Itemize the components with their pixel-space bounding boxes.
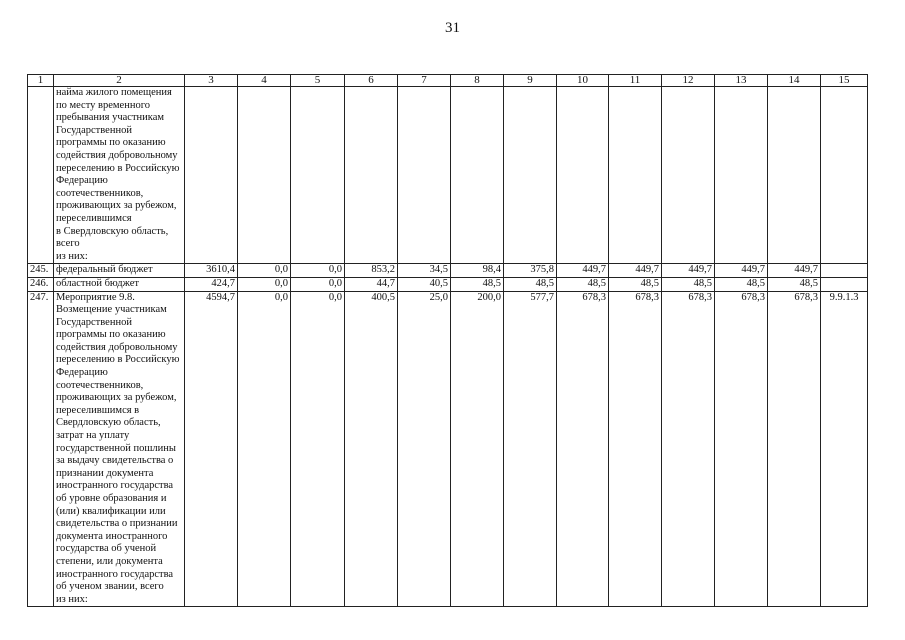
description-line: Свердловскую область, [56,417,161,429]
column-header: 5 [291,75,345,87]
value-cell: 375,8 [504,264,557,278]
column-header: 15 [821,75,868,87]
empty-cell [504,87,557,264]
value-cell: 678,3 [609,291,662,607]
column-header: 14 [768,75,821,87]
description-line: пребывания участникам [56,112,165,124]
empty-cell [238,87,291,264]
description-line: Возмещение участникам [56,304,167,316]
value-cell: 48,5 [451,277,504,291]
description-line: по месту временного [56,99,151,111]
value-cell: 48,5 [768,277,821,291]
description-line: (или) квалификации или [56,505,166,517]
value-cell: 40,5 [398,277,451,291]
empty-cell [398,87,451,264]
row-description [54,291,185,607]
value-cell: 4594,7 [185,291,238,607]
empty-cell [768,87,821,264]
value-cell: 48,5 [557,277,609,291]
value-cell: 0,0 [291,291,345,607]
column-header: 4 [238,75,291,87]
description-line: Федерацию [56,175,108,187]
description-line: переселению в Российскую [56,162,180,174]
empty-cell [451,87,504,264]
description-line: содействия добровольному [56,149,178,161]
value-cell: 449,7 [662,264,715,278]
budget-table [27,74,868,607]
page-number: 31 [445,20,460,36]
table-row-continuation [28,87,868,264]
description-line: проживающих за рубежом, [56,392,177,404]
row-number: 246. [28,277,54,291]
empty-cell [185,87,238,264]
description-line: содействия добровольному [56,341,178,353]
value-cell: 98,4 [451,264,504,278]
description-line: Мероприятие 9.8. [56,291,135,303]
value-cell: 44,7 [345,277,398,291]
description-line: Государственной [56,124,132,136]
empty-cell [291,87,345,264]
description-line: степени, или документа [56,555,163,567]
description-line: за выдачу свидетельства о [56,455,174,467]
empty-cell [821,87,868,264]
empty-cell [662,87,715,264]
description-line: документа иностранного [56,530,168,542]
description-line: проживающих за рубежом, [56,200,177,212]
row-description: областной бюджет [54,277,185,291]
value-cell: 449,7 [557,264,609,278]
value-cell: 853,2 [345,264,398,278]
description-line: переселению в Российскую [56,354,180,366]
table-row-246 [28,277,868,291]
code-cell: 9.9.1.3 [821,291,868,607]
column-header: 13 [715,75,768,87]
column-header: 12 [662,75,715,87]
description-line: об ученом звании, всего [56,581,164,593]
value-cell: 48,5 [715,277,768,291]
code-cell [821,277,868,291]
value-cell: 25,0 [398,291,451,607]
value-cell: 0,0 [238,277,291,291]
empty-cell [609,87,662,264]
value-cell: 0,0 [238,264,291,278]
description-line: об уровне образования и [56,493,167,504]
empty-cell [345,87,398,264]
value-cell: 200,0 [451,291,504,607]
value-cell: 449,7 [609,264,662,278]
column-header: 10 [557,75,609,87]
row-number: 245. [28,264,54,278]
value-cell: 678,3 [715,291,768,607]
empty-cell [557,87,609,264]
row-description: федеральный бюджет [54,264,185,278]
description-line: государственной пошлины [56,442,176,454]
table-row-245 [28,264,868,278]
row-description [54,87,185,264]
column-header: 2 [54,75,185,87]
column-header: 6 [345,75,398,87]
value-cell: 449,7 [768,264,821,278]
column-header: 11 [609,75,662,87]
column-header: 3 [185,75,238,87]
description-line: соотечественников, [56,379,144,391]
description-line: программы по оказанию [56,329,166,341]
description-line: Государственной [56,316,132,328]
column-header: 9 [504,75,557,87]
value-cell: 48,5 [662,277,715,291]
description-line: иностранного государства [56,480,174,492]
description-line: из них: [56,250,88,262]
value-cell: 0,0 [291,264,345,278]
description-line: иностранного государства [56,568,174,580]
value-cell: 48,5 [609,277,662,291]
code-cell [821,264,868,278]
description-line: затрат на уплату [56,430,130,442]
empty-cell [715,87,768,264]
column-header: 8 [451,75,504,87]
description-line: Федерацию [56,367,108,379]
value-cell: 3610,4 [185,264,238,278]
value-cell: 34,5 [398,264,451,278]
value-cell: 424,7 [185,277,238,291]
description-line: программы по оказанию [56,137,166,149]
value-cell: 678,3 [662,291,715,607]
value-cell: 449,7 [715,264,768,278]
column-header: 7 [398,75,451,87]
table-row-247 [28,291,868,607]
value-cell: 678,3 [557,291,609,607]
value-cell: 400,5 [345,291,398,607]
description-line: всего [56,238,80,250]
description-line: переселившимся [56,212,132,224]
value-cell: 0,0 [291,277,345,291]
value-cell: 577,7 [504,291,557,607]
description-line: соотечественников, [56,187,144,199]
column-header: 1 [28,75,54,87]
description-line: свидетельства о признании [56,518,178,530]
value-cell: 0,0 [238,291,291,607]
value-cell: 678,3 [768,291,821,607]
row-number [28,87,54,264]
value-cell: 48,5 [504,277,557,291]
description-line: переселившимся в [56,404,140,416]
description-line: найма жилого помещения [56,87,172,98]
description-line: признании документа [56,467,154,479]
description-line: государства об ученой [56,543,157,555]
description-line: из них: [56,593,88,605]
description-line: в Свердловскую область, [56,225,169,237]
column-header-row [28,75,868,87]
row-number: 247. [28,291,54,607]
